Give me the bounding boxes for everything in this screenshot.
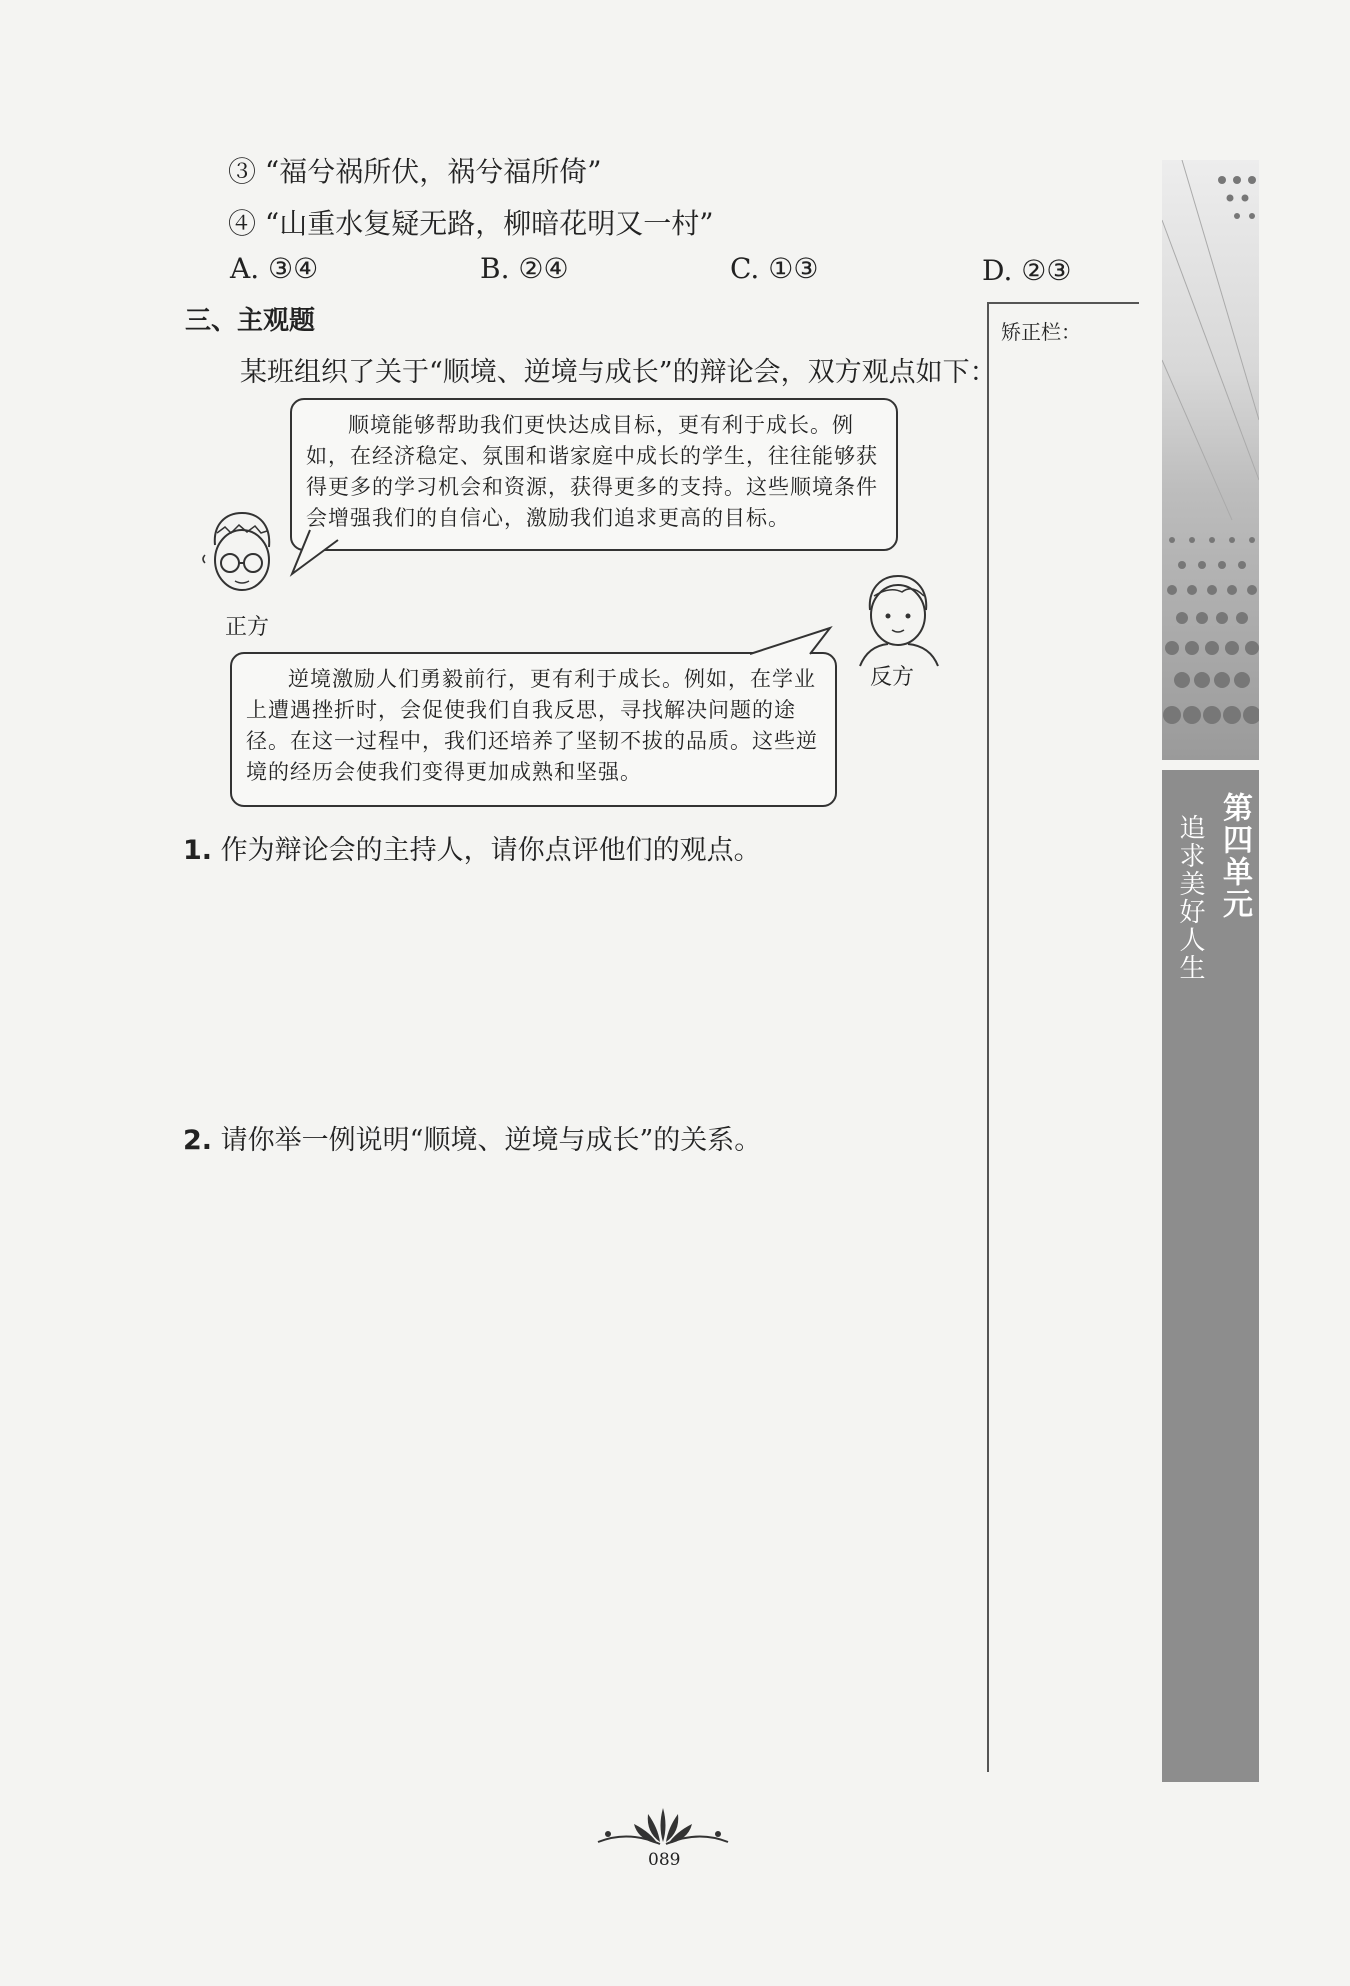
question-1-text: 作为辩论会的主持人，请你点评他们的观点。 [220,835,761,866]
option-item-3: ③ “福兮祸所伏，祸兮福所倚” [228,155,602,188]
section-intro: 某班组织了关于“顺境、逆境与成长”的辩论会，双方观点如下： [240,357,997,388]
question-2-text: 请你举一例说明“顺境、逆境与成长”的关系。 [220,1125,762,1156]
pro-argument-text: 顺境能够帮助我们更快达成目标，更有利于成长。例如，在经济稳定、氛围和谐家庭中成长的学生，往往能够获得更多的学习机会和资源，获得更多的支持。这些顺境条件会增强我们的自信心，激励我们追求更高的目标。 [306,413,878,530]
choice-c[interactable]: C. ①③ [730,252,819,285]
page-number: 089 [648,1850,681,1870]
floral-ornament-icon [588,1800,738,1850]
question-1 [183,828,761,867]
section-title: 三、主观题 [185,306,316,336]
halftone-pattern-icon [1162,160,1259,760]
question-2-number: 2. [183,1125,213,1156]
choice-b[interactable]: B. ②④ [480,252,569,285]
con-student-icon [850,570,950,670]
correction-column[interactable] [987,302,1139,1772]
question-2 [183,1118,761,1157]
choice-a[interactable]: A. ③④ [230,252,319,285]
unit-number-label: 第四单元 [1217,792,1252,920]
sidebar-pattern [1162,160,1259,760]
answer-area-2[interactable] [183,1170,963,1670]
unit-sidebar [1162,160,1259,1782]
con-bubble-tail [740,620,850,660]
option-item-4: ④ “山重水复疑无路，柳暗花明又一村” [228,207,714,240]
pro-label: 正方 [225,615,270,640]
choice-d[interactable]: D. ②③ [982,254,1072,287]
pro-speech-bubble [290,398,898,551]
con-speech-bubble [230,652,837,807]
con-argument-text: 逆境激励人们勇毅前行，更有利于成长。例如，在学业上遭遇挫折时，会促使我们自我反思，寻找解决问题的途径。在这一过程中，我们还培养了坚韧不拔的品质。这些逆境的经历会使我们变得更加成熟和坚强。 [246,667,818,784]
correction-label: 矫正栏： [1001,320,1081,344]
pro-bubble-tail [280,520,360,580]
sidebar-unit-panel [1162,770,1259,1782]
con-label: 反方 [870,665,915,690]
unit-theme-label: 追求美好人生 [1175,814,1205,982]
question-1-number: 1. [183,835,213,866]
pro-student-icon [195,505,285,605]
answer-area-1[interactable] [183,880,963,1080]
